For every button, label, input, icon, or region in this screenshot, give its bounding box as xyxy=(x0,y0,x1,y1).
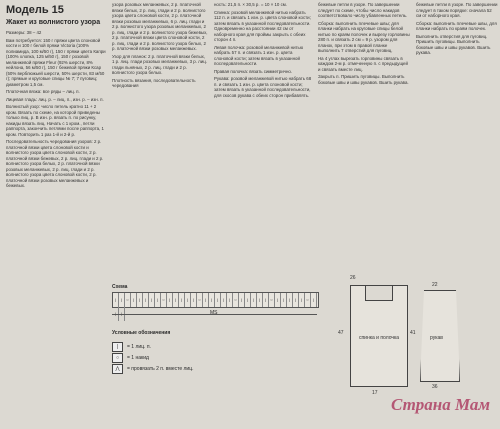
measure-label: 36 xyxy=(432,384,438,390)
chart-cell: | xyxy=(227,293,233,307)
text-column-1 xyxy=(6,30,106,330)
paragraph: Сборка: выполнить плечевые швы; для планки набрать на круговые спицы белой нитью по краям полочек и вырезу горловины 280 п. и связать 2 см = 9 р. узором для планок, при этом в правой планке выполнить 7 отверстий для пуговиц. xyxy=(318,20,410,53)
legend-text: = 1 лиц. п. xyxy=(127,344,151,350)
scheme-label: Схема xyxy=(112,284,128,290)
paragraph: Волнистый узор: число петель кратно 11 + 2 кром. Вязать по схеме, на которой приведены только лиц. р. В изн. р. вязать п. по рисунку, накиды вязать лиц. Начать с 1 кром., петли раппорта, закончить петлями после раппорта, 1 кром. Повторить 1 раз 1-й и 2-й р. xyxy=(6,104,104,137)
paragraph: Плотность вязания, последовательность чередования xyxy=(112,77,196,88)
chart-cell: | xyxy=(173,293,179,307)
text-column-5 xyxy=(416,2,498,272)
watermark: Страна Мам xyxy=(390,395,490,414)
yarn-over-icon: ○ xyxy=(112,353,123,363)
chart-cell: | xyxy=(215,293,221,307)
chart-cell: | xyxy=(167,293,173,307)
measure-label: 47 xyxy=(338,330,344,336)
chart-cell: ○ xyxy=(269,293,275,307)
text-column-4 xyxy=(318,2,410,302)
chart-cell: | xyxy=(185,293,191,307)
chart-cell: | xyxy=(209,293,215,307)
chart-cell: | xyxy=(221,293,227,307)
paragraph: узора розовых меланжевых, 2 р. платочной вязки белых, 2 р. лиц. глади и 2 р. волнистого узора цвета слоновой кости, 2 р. платочной вязки розовых меланжевых, 6 р. лиц. глади и 2 р. волнистого узора розовых меланжевых, 2 р. лиц. глади и 2 р. волнистого узора бежевых, 2 р. платочной вязки цвета слоновой кости, 2 р. лиц. глади и 2 р. волнистого узора белых, 2 р. платочной вязки розовых меланжевых. xyxy=(112,2,208,51)
page-title: Модель 15 xyxy=(6,4,64,16)
chart-cell: | xyxy=(257,293,263,307)
paragraph: Спинка: розовой меланжевой нитью набрать 112 п. и связать 1 изн. р. цвета слоновой кости; затем вязать в указанной последовательности. Одновременно на расстоянии 42 см от наборного края для проймы закрыть с обеих сторон 4 п. xyxy=(214,9,311,42)
paragraph: Размеры: 38 – 42 xyxy=(6,30,42,35)
paragraph: Закрыть п. Пришить пуговицы. Выполнить боковые швы и швы рукавов. Вшить рукава. xyxy=(318,74,409,85)
chart-cell: | xyxy=(311,293,317,307)
paragraph: Выполнить отверстия для пуговиц. Пришить пуговицы. Выполнить боковые швы и швы рукавов. Вшить рукава. xyxy=(416,33,491,55)
chart-cell: | xyxy=(143,293,149,307)
text-column-2 xyxy=(112,2,208,292)
chart-cell: | xyxy=(275,293,281,307)
legend-item xyxy=(112,353,149,363)
legend-text: = 1 накид xyxy=(127,355,149,361)
chart-cell: | xyxy=(191,293,197,307)
pattern-neckline xyxy=(365,285,393,301)
chart-cell: | xyxy=(119,307,125,321)
chart-cell: | xyxy=(287,293,293,307)
chart-cell: | xyxy=(131,293,137,307)
chart-cell: | xyxy=(113,307,119,321)
chart-cell: | xyxy=(155,293,161,307)
chart-cell: | xyxy=(179,293,185,307)
chart-cell: | xyxy=(149,293,155,307)
paragraph: Узор для планок: 2 р. платочной вязки белых, 1 р. лиц. глади розовых меланжевых, 3 р. лиц. глади льняных, 2 р. лиц. глади и 2 р. волнистого узора белых. xyxy=(112,53,207,75)
paragraph: Последовательность чередования узоров: 2 р. платочной вязки цвета слоновой кости и волнистого узора цвета слоновой кости, 2 р. платочной вязки бежевых, 2 р. лиц. глади и 2 р. волнистого узора белых, 2 р. платочной вязки розовых меланжевых, 2 р. лиц. глади и 2 р. волнистого узора цвета слоновой кости, 2 р. платочной вязки розовых меланжевых и бежевых. xyxy=(6,139,104,188)
chart-cell: ○ xyxy=(305,293,311,307)
paragraph: ность: 21,5 п. × 30,5 р. = 10 × 10 см. xyxy=(214,2,288,7)
chart-cell: | xyxy=(299,293,305,307)
measure-label: 17 xyxy=(372,390,378,396)
chart-cell: ○ xyxy=(197,293,203,307)
chart-cell: | xyxy=(251,293,257,307)
chart-cell: | xyxy=(113,293,119,307)
knit-stitch-icon: | xyxy=(112,342,123,352)
chart-cell: ○ xyxy=(233,293,239,307)
legend-title: Условные обозначения xyxy=(112,330,171,336)
legend-item xyxy=(112,364,193,374)
chart-cell: | xyxy=(281,293,287,307)
chart-cell: ○ xyxy=(161,293,167,307)
chart-cell: ○ xyxy=(125,293,131,307)
chart-cell: | xyxy=(293,293,299,307)
paragraph: Рукава: розовой меланжевой нитью набрать 68 п. и связать 1 изн. р. цвета слоновой кости; затем вязать в указанной последовательности, для скосов рукава с обеих сторон прибавлять. xyxy=(214,76,312,98)
paragraph: Лицевая гладь: лиц. р. – лиц. п., изн. р. – изн. п. xyxy=(6,96,104,102)
paragraph: бежевые петли в узоре. По завершении следует в таком порядке: сначала 52 см от наборного края. xyxy=(416,2,498,18)
ms-label: MS xyxy=(210,310,218,316)
text-column-3 xyxy=(214,2,312,292)
pattern-back-label: спинка и полочка xyxy=(358,335,400,341)
chart-cell: | xyxy=(203,293,209,307)
chart-cell: | xyxy=(245,293,251,307)
legend-item xyxy=(112,342,151,352)
paragraph: Сборка: выполнить плечевые швы, для планки набрать по краям полочек. xyxy=(416,20,497,31)
measure-label: 22 xyxy=(432,282,438,288)
paragraph: На 4 углах вырезать горловины связать в каждом 2-м р. отмеченную п. с предыдущей и связать вместе лиц. xyxy=(318,55,408,72)
k2tog-icon: ⋀ xyxy=(112,364,123,374)
chart-cell: | xyxy=(137,293,143,307)
paragraph: Платочная вязка: все ряды – лиц. п. xyxy=(6,89,80,94)
chart-cell: | xyxy=(239,293,245,307)
paragraph: Левая полочка: розовой меланжевой нитью набрать 57 п. и связать 1 изн. р. цвета слоновой кости; затем вязать в указанной последовательности. xyxy=(214,44,304,66)
chart-cell: | xyxy=(263,293,269,307)
pattern-sleeve-label: рукав xyxy=(430,335,443,341)
measure-label: 26 xyxy=(350,275,356,281)
legend-text: = провязать 2 п. вместе лиц. xyxy=(127,366,194,372)
paragraph: бежевые петли в узоре. По завершении следует по схеме, чтобы число накидов соответствовало числу убавленных петель. xyxy=(318,2,408,18)
measure-label: 41 xyxy=(410,330,416,336)
paragraph: Вам потребуется: 150 г пряжи цвета слоновой кости и 100 г белой пряжи Victoria (100% полиамида, 100 м/50 г), 150 г пряжи цвета Капри (100% хлопка, 125 м/50 г), 150 г розовой меланжевой пряжи Fleur (92% шерсти, 8% нейлона, 56 м/50 г), 150 г бежевой пряжи Ксар (50% верблюжьей шерсти, 50% шерсти, 83 м/50 г); прямые и круговые спицы № 7; 7 пуговиц; диаметром 1,5 см. xyxy=(6,37,106,87)
page-subtitle: Жакет из волнистого узора xyxy=(6,19,101,26)
chart-cell: | xyxy=(119,293,125,307)
paragraph: Правая полочка: вязать симметрично. xyxy=(214,68,293,74)
